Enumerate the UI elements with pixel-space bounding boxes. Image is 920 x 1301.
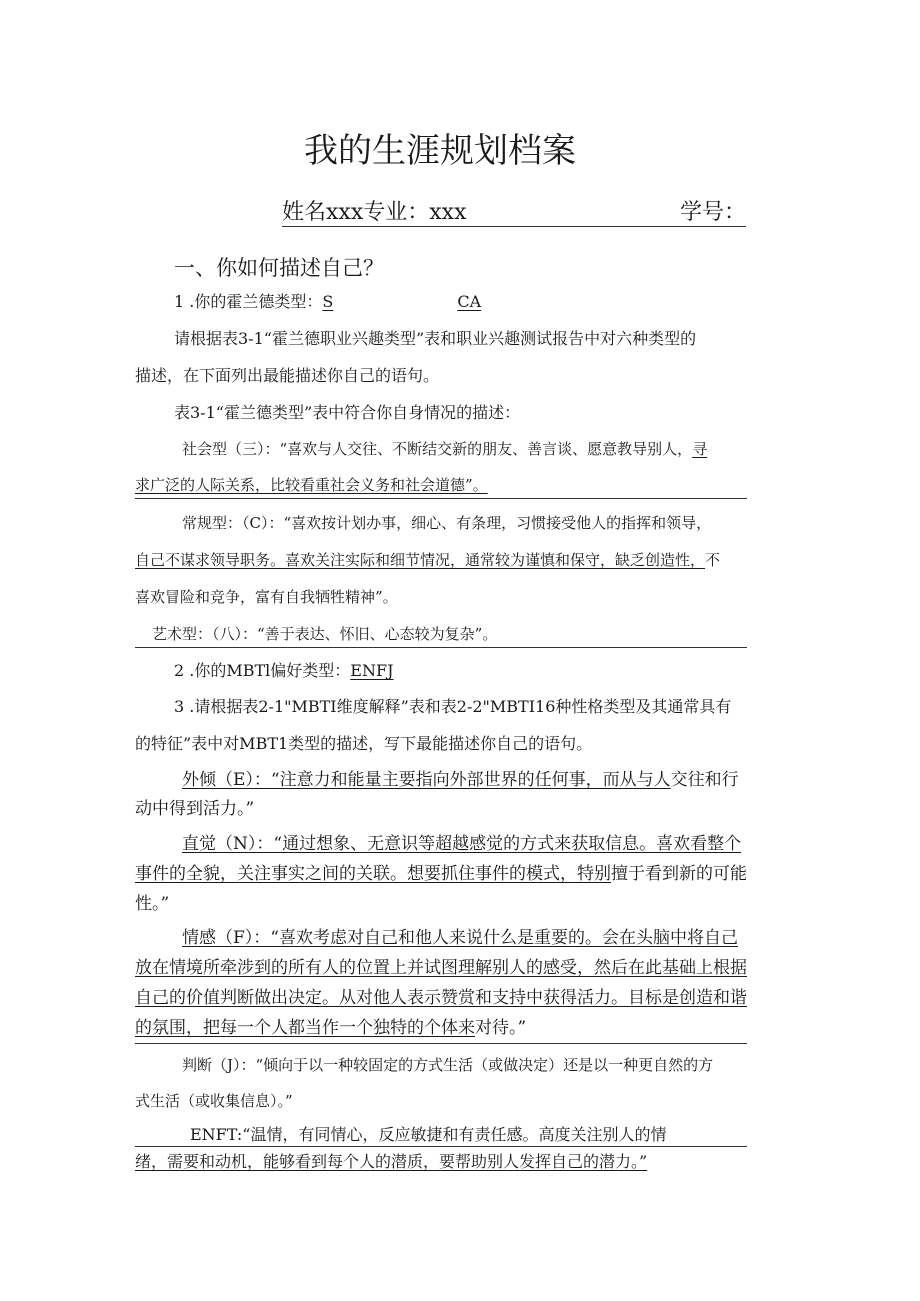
q1-instruction-2: 描述，在下面列出最能描述你自己的语句。 — [135, 366, 440, 385]
q2-value: ENFJ — [350, 661, 394, 680]
q2-label: 2 .你的MBTl偏好类型： — [174, 661, 351, 680]
intuition-text-2a: 事件的全貌，关注事实之间的关联。想要抓住事件的模式，特别 — [135, 864, 611, 884]
intuition-text-2b: 擅于看到新的可能 — [611, 864, 747, 884]
conventional-text-2a: 自己不谋求领导职务。喜欢关注实际和细节情况，通常较为谨慎和保守，缺乏创造性， — [135, 551, 706, 569]
q3-line-1: 3 .请根据表2-1"MBTI维度解释”表和表2-2"MBTI16种性格类型及其通常具有 — [174, 697, 732, 716]
social-text-1a: 社会型（三）：“喜欢与人交往、不断结交新的朋友、善言谈、愿意教导别人， — [182, 440, 693, 458]
intuition-line-2 — [135, 866, 747, 883]
intuition-line-1: 直觉（N）：“通过想象、无意识等超越感觉的方式来获取信息。喜欢看整个 — [182, 834, 742, 854]
page-title: 我的生涯规划档案 — [304, 131, 576, 171]
judging-line-2: 式生活（或收集信息）。” — [135, 1092, 293, 1110]
header-underline — [282, 226, 746, 227]
q1-value-a: S — [322, 292, 334, 311]
artistic-rule — [135, 647, 747, 648]
intuition-line-3: 性。” — [135, 894, 170, 914]
major-label: 专业： — [363, 200, 430, 225]
enfj-line-1: ENFT:“温情，有同情心，反应敏捷和有责任感。高度关注别人的情 — [190, 1125, 667, 1144]
q2-line — [174, 663, 394, 679]
feeling-text-4a: 的氛围，把每一个人都当作一个独特的个体来 — [135, 1018, 475, 1038]
enfj-line-2: 绪，需要和动机，能够看到每个人的潜质，要帮助别人发挥自己的潜力。” — [135, 1152, 648, 1171]
conventional-text-2b: 不 — [705, 551, 721, 569]
name-label: 姓名 — [282, 200, 327, 225]
artistic-line: 艺术型：（八）：“善于表达、怀旧、心态较为复杂”。 — [152, 625, 498, 643]
q3-line-2: 的特征”表中对MBT1类型的描述，写下最能描述你自己的语句。 — [135, 734, 593, 753]
q1-instruction-1: 请根据表3-1“霍兰德职业兴趣类型”表和职业兴趣测试报告中对六种类型的 — [174, 329, 697, 348]
student-info-line — [282, 202, 467, 224]
table31-caption: 表3-1“霍兰德类型”表中符合你自身情况的描述： — [174, 403, 521, 422]
extraversion-line-2: 动中得到活力。” — [135, 799, 255, 819]
student-id-label: 学号： — [680, 200, 747, 225]
conventional-line-2 — [135, 553, 720, 568]
feeling-rule — [135, 1043, 747, 1044]
social-rule — [135, 498, 747, 499]
social-line-2: 求广泛的人际关系，比较看重社会义务和社会道德”。 — [135, 476, 488, 494]
extraversion-line-1 — [182, 772, 739, 789]
extraversion-text-1a: 外倾（E）：“注意力和能量主要指向外部世界的任何事，而从与人 — [182, 770, 671, 790]
q1-line — [174, 294, 481, 310]
q1-value-gap — [333, 294, 457, 310]
feeling-line-3: 自己的价值判断做出决定。从对他人表示赞赏和支持中获得活力。目标是创造和谐 — [135, 988, 747, 1008]
section-heading: 一、你如何描述自己？ — [174, 256, 384, 280]
major-value: xxx — [429, 200, 467, 225]
feeling-line-4 — [135, 1020, 526, 1037]
q1-value-b: CA — [457, 292, 482, 311]
name-value: xxx — [326, 200, 364, 225]
judging-line-1: 判断（J）：“倾向于以一种较固定的方式生活（或做决定）还是以一种更自然的方 — [182, 1056, 714, 1074]
extraversion-text-1b: 交往和行 — [670, 770, 739, 790]
conventional-line-1: 常规型：（C）：“喜欢按计划办事，细心、有条理，习惯接受他人的指挥和领导， — [182, 514, 712, 532]
social-text-1b: 寻 — [692, 440, 708, 458]
enfj-rule — [135, 1146, 747, 1147]
conventional-line-3: 喜欢冒险和竞争，富有自我牺牲精神”。 — [135, 588, 398, 606]
feeling-line-1: 情感（F）：“喜欢考虑对自己和他人来说什么是重要的。会在头脑中将自己 — [182, 928, 738, 948]
social-line-1 — [182, 442, 707, 457]
q1-label: 1 .你的霍兰德类型： — [174, 292, 323, 311]
feeling-line-2: 放在情境所牵涉到的所有人的位置上并试图理解别人的感受，然后在此基础上根据 — [135, 958, 747, 978]
feeling-text-4b: 对待。” — [475, 1018, 527, 1038]
